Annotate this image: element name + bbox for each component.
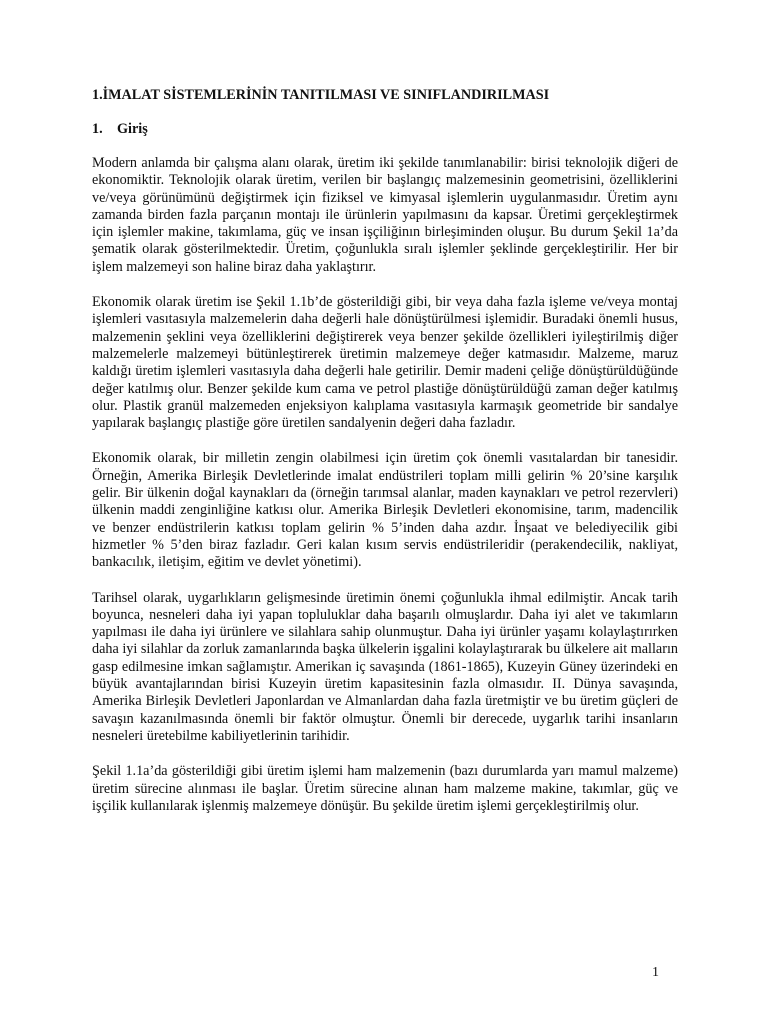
paragraph-1: Modern anlamda bir çalışma alanı olarak, üretim iki şekilde tanımlanabilir: birisi teknolojik diğeri de ekonomiktir. Teknolojik olarak üretim, verilen bir başlangıç malzemesinin geometrisini, özelliklerini ve/veya görünümünü değiştirmek için fiziksel ve kimyasal işlemlerin uygulanmasıdır. Üretim aynı zamanda birden fazla parçanın montajı ile ürünlerin yapılmasını da kapsar. Üretimi gerçekleştirmek için işlemler makine, takımlama, güç ve insan işçiliğinın birleşiminden oluşur. Bu durum Şekil 1a’da şematik olarak gösterilmektedir. Üretim, çoğunlukla sıralı işlemler şeklinde gerçekleştirilir. Her bir işlem malzemeyi son haline biraz daha yaklaştırır. <box>92 155 678 275</box>
section-title: Giriş <box>117 121 148 137</box>
page-number: 1 <box>652 965 659 980</box>
section-heading <box>92 120 678 138</box>
paragraph-2: Ekonomik olarak üretim ise Şekil 1.1b’de gösterildiği gibi, bir veya daha fazla işleme ve/veya montaj işlemleri vasıtasıyla malzemelerin daha değerli hale dönüştürülmesi işlemidir. Buradaki önemli husus, malzemenin şeklini veya özelliklerini değiştirerek veya benzer şekilde özellikleri iyileştirilmiş diğer malzemelerle malzemeyi bütünleştirerek üretimin malzemeye değer katmasıdır. Malzeme, maruz kaldığı üretim işlemleri vasıtasıyla daha değerli hale getirilir. Demir madeni çeliğe dönüştürüldüğünde değer katılmış olur. Benzer şekilde kum cama ve petrol plastiğe dönüştürüldüğü zaman değer katılmış olur. Plastik granül malzemeden enjeksiyon kalıplama vasıtasıyla karmaşık geometride bir sandalye yapılarak başlangıç plastiğe göre üretilen sandalyenin değeri daha fazladır. <box>92 294 678 432</box>
paragraph-3: Ekonomik olarak, bir milletin zengin olabilmesi için üretim çok önemli vasıtalardan bir tanesidir. Örneğin, Amerika Birleşik Devletlerinde imalat endüstrileri toplam milli gelirin % 20’sine karşılık gelir. Bir ülkenin doğal kaynakları da (örneğin tarımsal alanlar, maden kaynakları ve petrol rezervleri) ülkenin maddi zenginliğine katkısı olur. Amerika Birleşik Devletleri ekonomisine, tarım, madencilik ve benzer endüstrilerin katkısı toplam gelirin % 5’inden daha azdır. İnşaat ve belediyecilik gibi hizmetler % 5’den biraz fazladır. Geri kalan kısım servis endüstrileridir (perakendecilik, nakliyat, bankacılık, iletişim, eğitim ve devlet yönetimi). <box>92 450 678 571</box>
document-title: 1.İMALAT SİSTEMLERİNİN TANITILMASI VE SINIFLANDIRILMASI <box>92 87 550 103</box>
paragraph-4: Tarihsel olarak, uygarlıkların gelişmesinde üretimin önemi çoğunlukla ihmal edilmiştir. Ancak tarih boyunca, nesneleri daha iyi yapan topluluklar daha başarılı olmuşlardır. Daha iyi alet ve takımların yapılması ile daha iyi ürünlere ve silahlara sahip olunmuştur. Daha iyi ürünler yaşamı kolaylaştırırken daha iyi silahlar da zorluk zamanlarında başka ülkelerin işgalini kolaylaştırarak bu ülkelere ait malların gasp edilmesine imkan sağlamıştır. Amerikan iç savaşında (1861-1865), Kuzeyin Güney üzerindeki en büyük avantajlarından birisi Kuzeyin üretim kapasitesinin fazla olmasıdır. II. Dünya savaşında, Amerika Birleşik Devletleri Japonlardan ve Almanlardan daha fazla üretmiştir ve bu üretim güçleri de savaşın kazanılmasında önemli bir faktör olmuştur. Önemli bir derecede, uygarlık tarihi insanların nesneleri üretebilme kabiliyetlerinin tarihidir. <box>92 589 678 744</box>
paragraph-5: Şekil 1.1a’da gösterildiği gibi üretim işlemi ham malzemenin (bazı durumlarda yarı mamul malzeme) üretim sürecine alınması ile başlar. Üretim sürecine alınan ham malzeme makine, takımlar, güç ve işçilik kullanılarak işlenmiş malzemeye dönüşür. Bu şekilde üretim işlemi gerçekleştirilmiş olur. <box>92 763 678 814</box>
document-page <box>92 86 678 833</box>
section-number: 1. <box>92 121 103 137</box>
